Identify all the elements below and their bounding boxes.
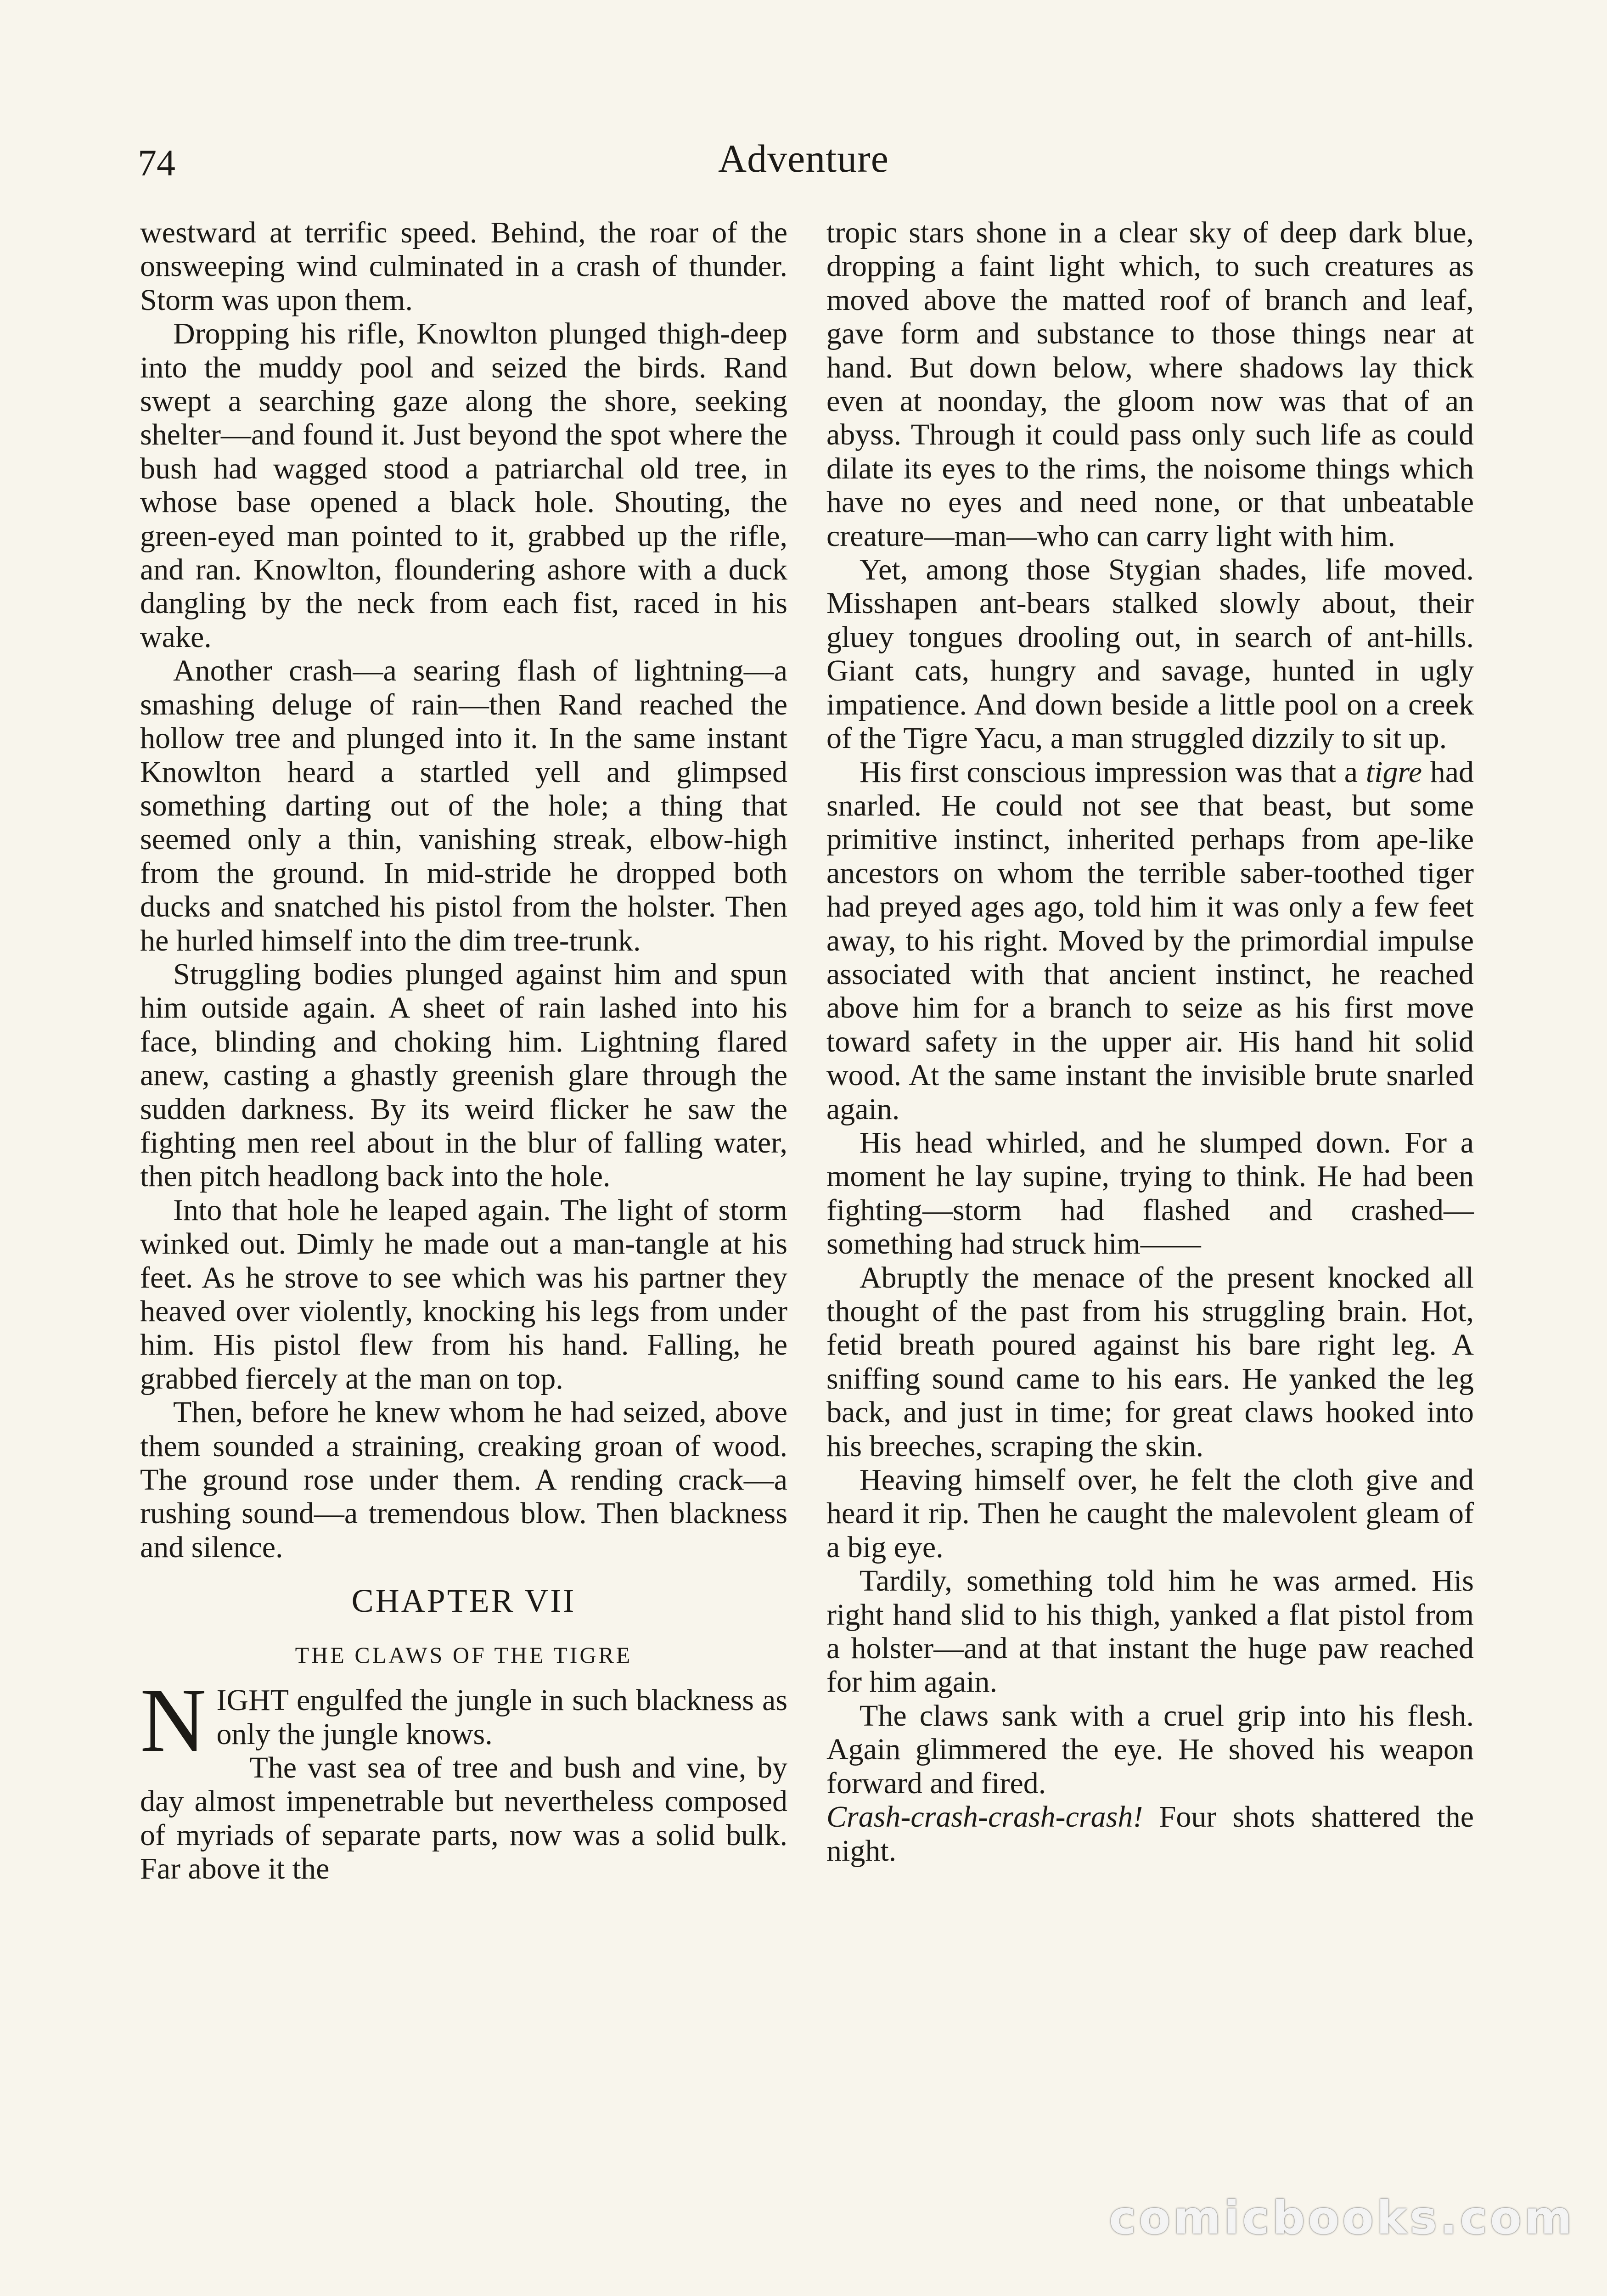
- paragraph: [826, 755, 1474, 1126]
- right-column: [826, 216, 1474, 1868]
- italic-word: tigre: [1365, 755, 1422, 789]
- paragraph: Yet, among those Stygian shades, life moved. Misshapen ant-bears stalked slowly about, their gluey tongues drooling out, in search of ant-hills. Giant cats, hungry and savage, hunted in ugly impatience. And down beside a little pool on a creek of the Tigre Yacu, a man struggled dizzily to sit up.: [826, 553, 1474, 755]
- running-head: Adventure: [718, 136, 889, 180]
- paragraph: His head whirled, and he slumped down. For a moment he lay supine, trying to think. He had been fighting—storm had flashed and crashed—something had struck him——: [826, 1125, 1474, 1261]
- paragraph: Another crash—a searing flash of lightning—a smashing deluge of rain—then Rand reached the hollow tree and plunged into it. In the same instant Knowlton heard a startled yell and glimpsed something darting out of the hole; a thing that seemed only a thin, vanishing streak, elbow-high from the ground. In mid-stride he dropped both ducks and snatched his pistol from the holster. Then he hurled himself into the dim tree-trunk.: [140, 654, 787, 957]
- paragraph: Abruptly the menace of the present knocked all thought of the past from his struggling brain. Hot, fetid breath poured against his bare right leg. A sniffing sound came to his ears. He yanked the leg back, and just in time; for great claws hooked into his breeches, scraping the skin.: [826, 1261, 1474, 1463]
- paragraph: westward at terrific speed. Behind, the roar of the onsweeping wind culminated in a crash of thunder. Storm was upon them.: [140, 216, 787, 317]
- opening-text: IGHT engulfed the jungle in such blackness as only the jungle knows.: [216, 1683, 787, 1751]
- chapter-heading: CHAPTER VII: [351, 1582, 576, 1620]
- paragraph: Heaving himself over, he felt the cloth give and heard it rip. Then he caught the malevolent gleam of a big eye.: [826, 1463, 1474, 1564]
- paragraph: Struggling bodies plunged against him and spun him outside again. A sheet of rain lashed into his face, blinding and choking him. Lightning flared anew, casting a ghastly greenish glare through the sudden darkness. By its weird flicker he saw the fighting men reel about in the blur of falling water, then pitch headlong back into the hole.: [140, 957, 787, 1193]
- paragraph: Tardily, something told him he was armed. His right hand slid to his thigh, yanked a flat pistol from a holster—and at that instant the huge paw reached for him again.: [826, 1564, 1474, 1699]
- page-number: 74: [138, 142, 175, 184]
- paragraph: The vast sea of tree and bush and vine, by day almost impenetrable but nevertheless composed of myriads of separate parts, now was a solid bulk. Far above it the: [140, 1751, 787, 1886]
- paragraph: [826, 1800, 1474, 1868]
- italic-phrase: Crash-crash-crash-crash!: [826, 1800, 1143, 1834]
- paragraph: Dropping his rifle, Knowlton plunged thigh-deep into the muddy pool and seized the birds. Rand swept a searching gaze along the shore, seeking shelter—and found it. Just beyond the spot where the bush had wagged stood a patriarchal old tree, in whose base opened a black hole. Shouting, the green-eyed man pointed to it, grabbed up the rifle, and ran. Knowlton, floundering ashore with a duck dangling by the neck from each fist, raced in his wake.: [140, 317, 787, 654]
- chapter-subtitle: THE CLAWS OF THE TIGRE: [295, 1642, 633, 1668]
- paragraph: Then, before he knew whom he had seized, above them sounded a straining, creaking groan of wood. The ground rose under them. A rending crack—a rushing sound—a tremendous blow. Then blackness and silence.: [140, 1396, 787, 1564]
- text-run: His first conscious impression was that a: [860, 755, 1366, 789]
- left-column: [140, 216, 787, 1886]
- watermark: comicbooks.com: [1109, 2191, 1575, 2245]
- text-run: Four shots shattered the night.: [826, 1800, 1474, 1868]
- text-run: had snarled. He could not see that beast, but some primitive instinct, inherited perhaps from ape-like ancestors on whom the terrible saber-toothed tiger had preyed ages ago, told him it was only a few feet away, to his right. Moved by the primordial impulse associated with that ancient instinct, he reached above him for a branch to seize as his first move toward safety in the upper air. His hand hit solid wood. At the same instant the invisible brute snarled again.: [826, 755, 1474, 1126]
- paragraph: tropic stars shone in a clear sky of deep dark blue, dropping a faint light which, to such creatures as moved above the matted roof of branch and leaf, gave form and substance to those things near at hand. But down below, where shadows lay thick even at noonday, the gloom now was that of an abyss. Through it could pass only such life as could dilate its eyes to the rims, the noisome things which have no eyes and need none, or that unbeatable creature—man—who can carry light with him.: [826, 216, 1474, 553]
- chapter-opening-paragraph: [140, 1670, 787, 1772]
- paragraph: Into that hole he leaped again. The light of storm winked out. Dimly he made out a man-tangle at his feet. As he strove to see which was his partner they heaved over violently, knocking his legs from under him. His pistol flew from his hand. Falling, he grabbed fiercely at the man on top.: [140, 1193, 787, 1396]
- page-header: [138, 135, 1469, 191]
- drop-cap: N: [140, 1670, 207, 1772]
- paragraph: The claws sank with a cruel grip into his flesh. Again glimmered the eye. He shoved his weapon forward and fired.: [826, 1699, 1474, 1800]
